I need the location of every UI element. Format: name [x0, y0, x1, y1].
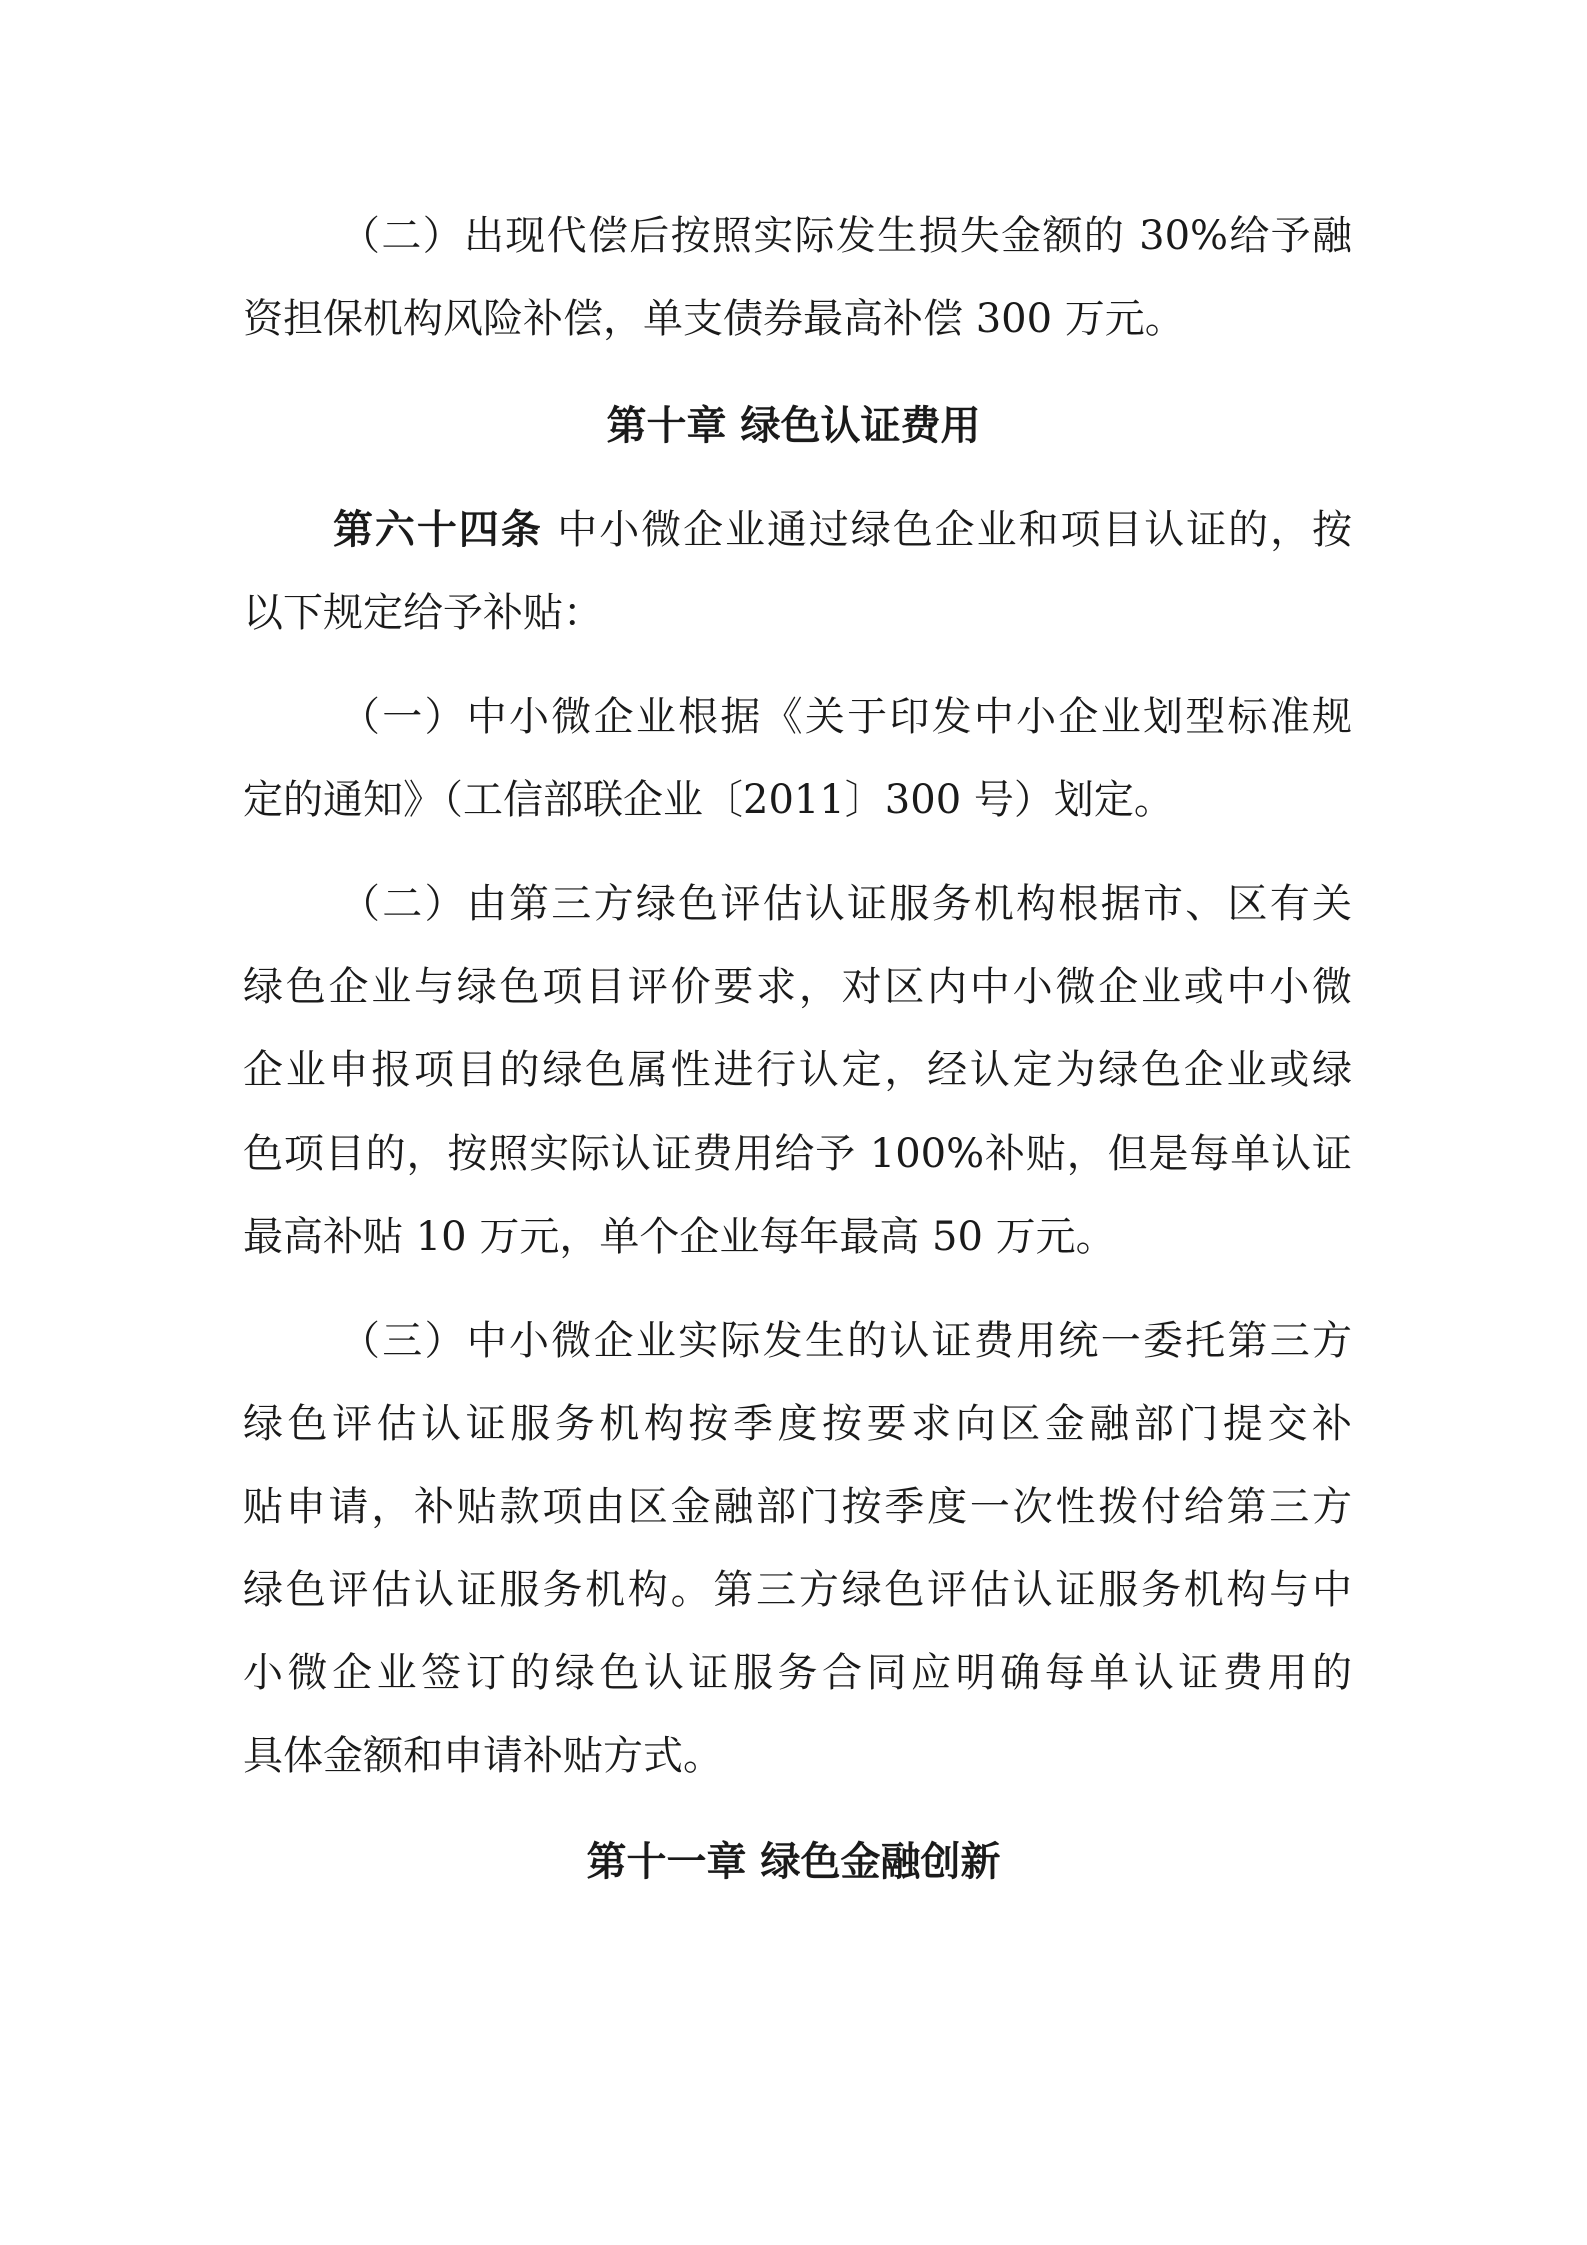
text-line: 定的通知》（工信部联企业〔2011〕300 号）划定。	[243, 777, 1174, 823]
chapter-title: 第十章 绿色认证费用	[606, 403, 981, 449]
text-line: 最高补贴 10 万元，单个企业每年最高 50 万元。	[243, 1214, 1116, 1260]
text-line: （一）中小微企业根据《关于印发中小企业划型标准规	[340, 694, 1352, 740]
text-line: 绿色评估认证服务机构。第三方绿色评估认证服务机构与中	[243, 1567, 1352, 1613]
text-line: 小微企业签订的绿色认证服务合同应明确每单认证费用的	[243, 1650, 1352, 1696]
text-line: 绿色企业与绿色项目评价要求，对区内中小微企业或中小微	[243, 964, 1352, 1010]
text-line: 资担保机构风险补偿，单支债券最高补偿 300 万元。	[243, 296, 1185, 342]
text-line: 以下规定给予补贴：	[243, 590, 603, 636]
text-line	[333, 506, 1352, 554]
text-line: （二）由第三方绿色评估认证服务机构根据市、区有关	[340, 881, 1352, 927]
text-line: 企业申报项目的绿色属性进行认定，经认定为绿色企业或绿	[243, 1047, 1352, 1093]
text-line: 具体金额和申请补贴方式。	[243, 1733, 723, 1779]
text-line: 绿色评估认证服务机构按季度按要求向区金融部门提交补	[243, 1401, 1352, 1447]
article-text: 中小微企业通过绿色企业和项目认证的，按	[542, 507, 1353, 553]
text-line: （二）出现代偿后按照实际发生损失金额的 30%给予融	[340, 213, 1352, 259]
chapter-title: 第十一章 绿色金融创新	[586, 1839, 1001, 1885]
text-line: 贴申请，补贴款项由区金融部门按季度一次性拨付给第三方	[243, 1484, 1352, 1530]
article-label: 第六十四条	[333, 507, 543, 553]
text-line: （三）中小微企业实际发生的认证费用统一委托第三方	[340, 1318, 1352, 1364]
text-line: 色项目的，按照实际认证费用给予 100%补贴，但是每单认证	[243, 1131, 1352, 1177]
